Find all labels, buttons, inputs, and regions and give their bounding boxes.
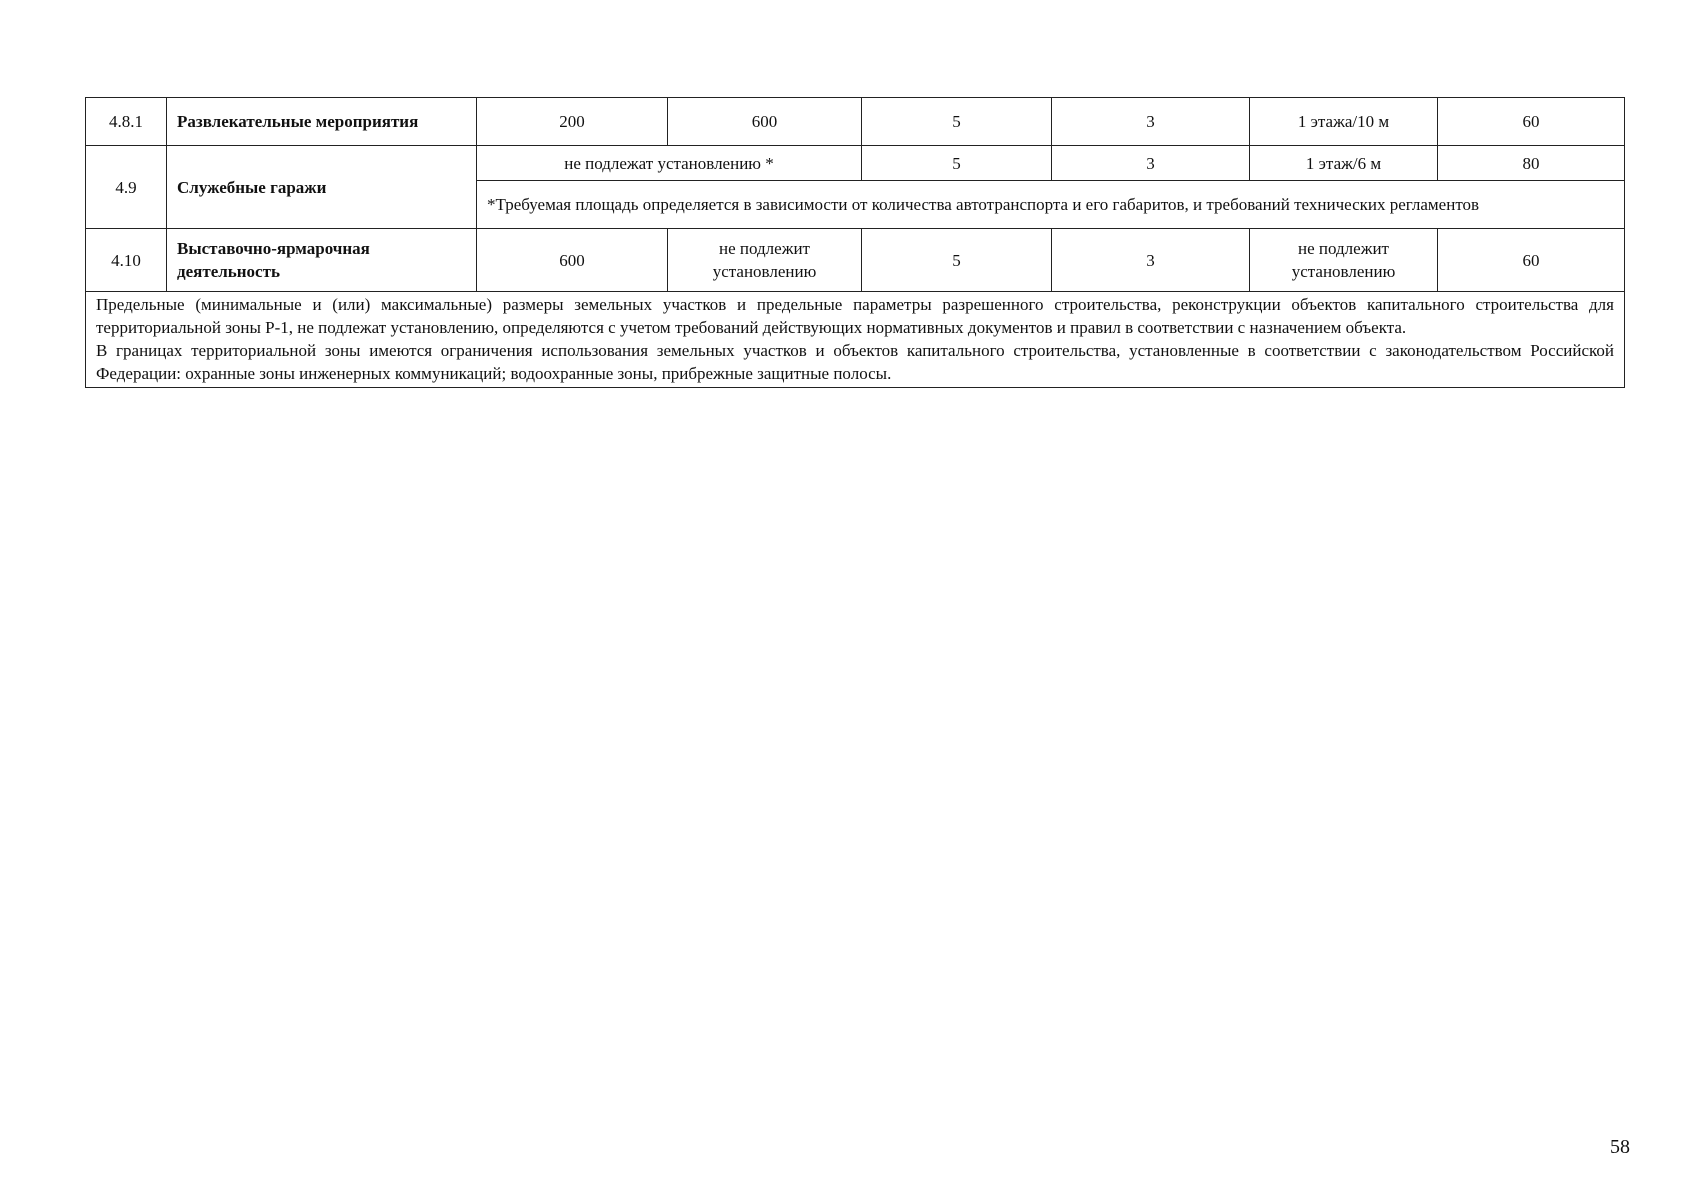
row-name: Развлекательные мероприятия — [167, 98, 477, 146]
coverage-cell: 60 — [1438, 98, 1625, 146]
setback-front-cell: 5 — [862, 146, 1052, 181]
height-cell: 1 этажа/10 м — [1250, 98, 1438, 146]
footer-notes-cell — [86, 292, 1625, 388]
footer-paragraph-1: Предельные (минимальные и (или) максимальные) размеры земельных участков и предельные параметры разрешенного строительства, реконструкции объектов капитального строительства для территориальной зоны Р-1, не подлежат установлению, определяются с учетом требований действующих нормативных документов и правил в соответствии с назначением объекта. — [96, 295, 1614, 337]
setback-other-cell: 3 — [1052, 98, 1250, 146]
row-code: 4.8.1 — [86, 98, 167, 146]
height-cell: не подлежит установлению — [1250, 229, 1438, 292]
page-number: 58 — [1610, 1136, 1630, 1158]
max-area-cell: 600 — [668, 98, 862, 146]
table-row — [86, 98, 1625, 146]
zoning-parameters-table — [85, 97, 1625, 388]
coverage-cell: 60 — [1438, 229, 1625, 292]
table-row — [86, 292, 1625, 388]
row-name: Служебные гаражи — [167, 146, 477, 229]
area-merged-cell: не подлежат установлению * — [477, 146, 862, 181]
min-area-cell: 200 — [477, 98, 668, 146]
setback-front-cell: 5 — [862, 98, 1052, 146]
table-row — [86, 146, 1625, 181]
setback-front-cell: 5 — [862, 229, 1052, 292]
row-code: 4.10 — [86, 229, 167, 292]
row-name: Выставочно-ярмарочная деятельность — [167, 229, 477, 292]
row-code: 4.9 — [86, 146, 167, 229]
footnote-cell: *Требуемая площадь определяется в зависимости от количества автотранспорта и его габаритов, и требований технических регламентов — [477, 181, 1625, 229]
setback-other-cell: 3 — [1052, 229, 1250, 292]
height-cell: 1 этаж/6 м — [1250, 146, 1438, 181]
min-area-cell: 600 — [477, 229, 668, 292]
setback-other-cell: 3 — [1052, 146, 1250, 181]
max-area-cell: не подлежит установлению — [668, 229, 862, 292]
footer-paragraph-2: В границах территориальной зоны имеются ограничения использования земельных участков и объектов капитального строительства, установленные в соответствии с законодательством Российской Федерации: охранные зоны инженерных коммуникаций; водоохранные зоны, прибрежные защитные полосы. — [96, 341, 1614, 383]
coverage-cell: 80 — [1438, 146, 1625, 181]
table-row — [86, 229, 1625, 292]
